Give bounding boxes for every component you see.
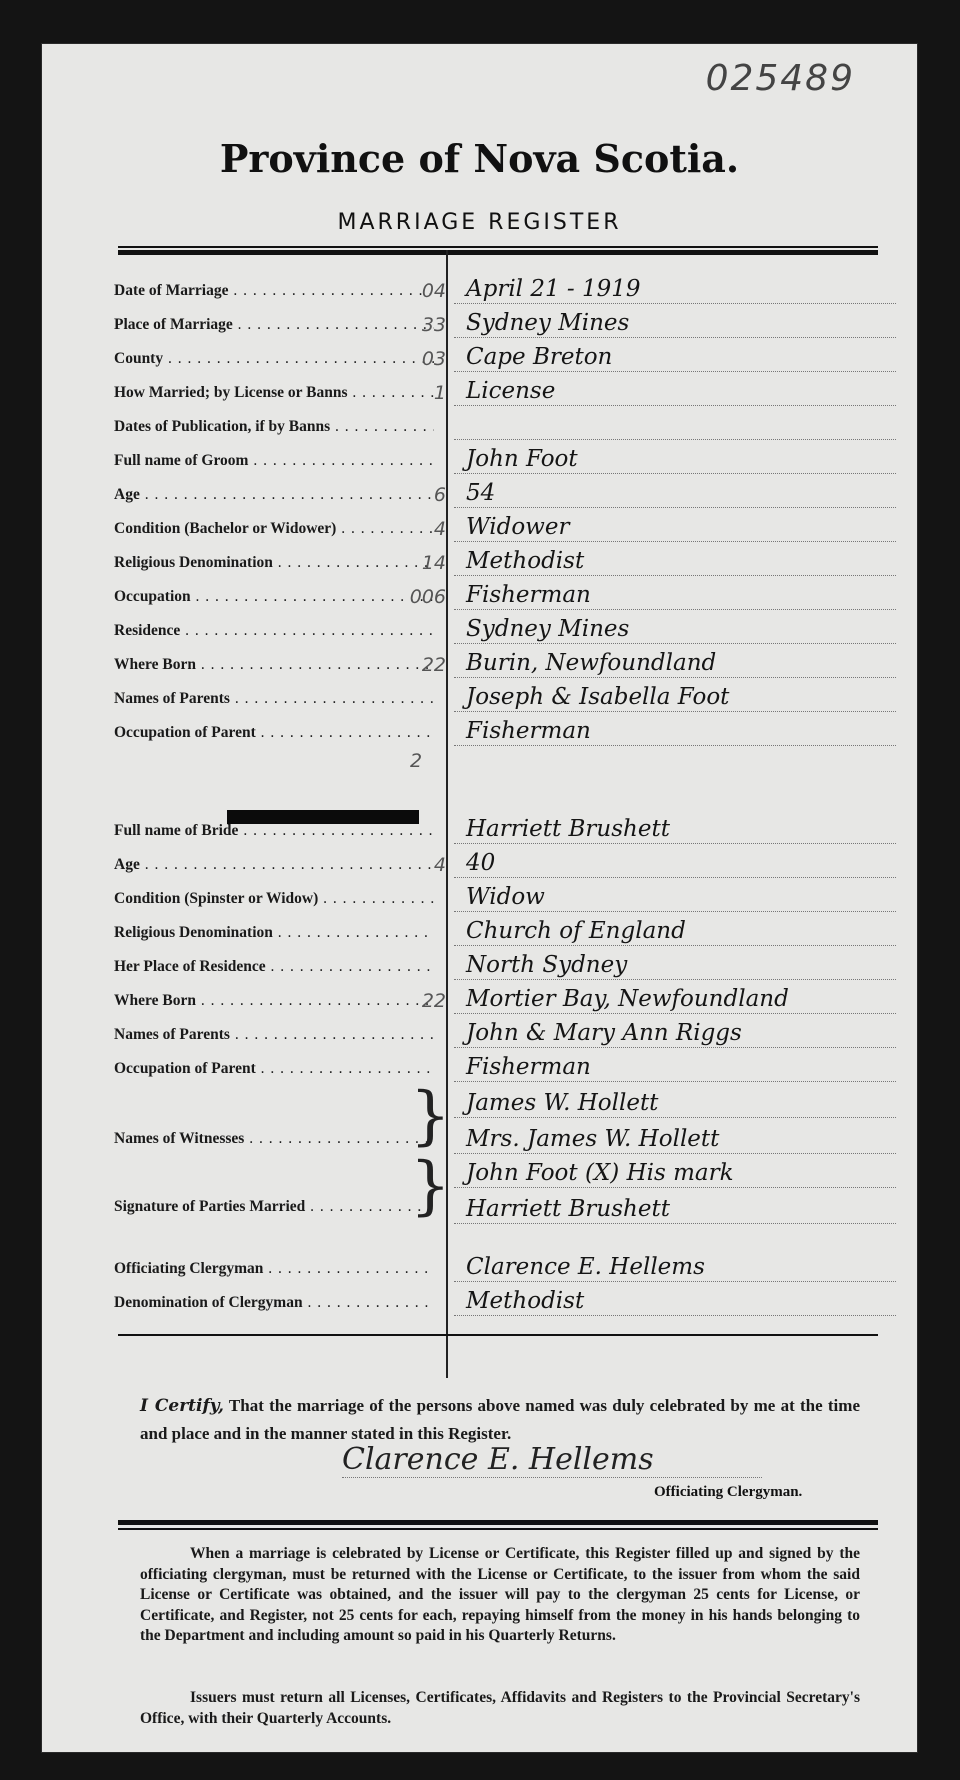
field-value: Fisherman [454, 717, 896, 746]
field-bride-parents [114, 1018, 884, 1048]
separator-code: 2 [410, 750, 423, 772]
field-value: James W. Hollett [454, 1089, 896, 1118]
field-how-married [114, 376, 884, 406]
field-label: Full name of Bride . . . [114, 822, 434, 840]
signature-bride [114, 1194, 884, 1224]
field-label: Age . . . [114, 856, 434, 874]
field-code: 03 [421, 348, 446, 370]
signatures-brace: } [410, 1149, 451, 1223]
field-value: Cape Breton [454, 343, 896, 372]
field-code: 006 [409, 586, 446, 608]
field-label: Occupation of Parent . . . [114, 724, 434, 742]
field-value: Joseph & Isabella Foot [454, 683, 896, 712]
field-value: Methodist [454, 1287, 896, 1316]
field-value: North Sydney [454, 951, 896, 980]
field-groom-age [114, 478, 884, 508]
field-value: License [454, 377, 896, 406]
header-rule-thin [118, 246, 878, 248]
field-label: Officiating Clergyman . . . [114, 1260, 434, 1278]
field-code: 33 [421, 314, 446, 336]
field-label: Condition (Spinster or Widow) . . . [114, 890, 434, 908]
certification-text [140, 1392, 860, 1447]
footer-rule-thin [118, 1528, 878, 1530]
field-code: 04 [421, 280, 446, 302]
field-groom-name [114, 444, 884, 474]
field-date-of-marriage [114, 274, 884, 304]
field-groom-parents [114, 682, 884, 712]
field-value: Fisherman [454, 1053, 896, 1082]
footer-rule-thick [118, 1520, 878, 1525]
certify-body: That the marriage of the persons above named was duly celebrated by me at the time and place and in the manner stated in this Register. [140, 1396, 860, 1443]
register-page [42, 44, 917, 1752]
field-label: Religious Denomination . . . [114, 924, 434, 942]
field-value: John Foot (X) His mark [454, 1159, 896, 1188]
field-label: Date of Marriage . . . [114, 282, 434, 300]
field-label: Her Place of Residence . . . [114, 958, 434, 976]
field-value: Mrs. James W. Hollett [454, 1125, 896, 1154]
field-label: Full name of Groom . . . [114, 452, 434, 470]
issuers-note: Issuers must return all Licenses, Certificates, Affidavits and Registers to the Provincial Secretary's Office, with their Quarterly Accounts. [140, 1689, 860, 1727]
field-groom-residence [114, 614, 884, 644]
field-code: 14 [421, 552, 446, 574]
field-label: Occupation . . . [114, 588, 434, 606]
field-label: Denomination of Clergyman . . . [114, 1294, 434, 1312]
field-label: How Married; by License or Banns . . . [114, 384, 434, 402]
field-label: Where Born . . . [114, 992, 434, 1010]
field-label: Names of Parents . . . [114, 1026, 434, 1044]
field-bride-where-born [114, 984, 884, 1014]
field-value: 54 [454, 479, 896, 508]
field-value: Methodist [454, 547, 896, 576]
field-value: Widow [454, 883, 896, 912]
return-notice: When a marriage is celebrated by License or Certificate, this Register filled up and signed by the officiating clergyman, must be returned with the License or Certificate, to the issuer from whom the said License or Certificate was obtained, and the issuer will pay to the clergyman 25 cents for License, or Certificate, and Register, not 25 cents for each, repaying himself from the money in his hands belonging to the Department and including amount so paid in his Quarterly Returns. [140, 1545, 860, 1644]
field-place-of-marriage [114, 308, 884, 338]
field-groom-religion [114, 546, 884, 576]
field-value: Widower [454, 513, 896, 542]
field-value [454, 411, 896, 440]
field-value: April 21 - 1919 [454, 275, 896, 304]
field-value: Fisherman [454, 581, 896, 610]
field-label: Religious Denomination . . . [114, 554, 434, 572]
field-groom-condition [114, 512, 884, 542]
field-county [114, 342, 884, 372]
witness-1 [114, 1088, 884, 1118]
field-code: 4 [433, 854, 446, 876]
header-rule-thick [118, 250, 878, 255]
field-groom-where-born [114, 648, 884, 678]
field-groom-occupation [114, 580, 884, 610]
field-label: Occupation of Parent . . . [114, 1060, 434, 1078]
witness-2 [114, 1124, 884, 1154]
field-value: Church of England [454, 917, 896, 946]
field-label: Signature of Parties Married . . . [114, 1198, 434, 1216]
field-code: 22 [421, 990, 446, 1012]
field-value: Clarence E. Hellems [454, 1253, 896, 1282]
field-label: Residence . . . [114, 622, 434, 640]
page-subtitle: MARRIAGE REGISTER [337, 210, 622, 235]
field-clergy-denomination [114, 1286, 884, 1316]
field-code: 6 [433, 484, 446, 506]
field-officiating-clergyman [114, 1252, 884, 1282]
field-bride-residence [114, 950, 884, 980]
field-label: Dates of Publication, if by Banns . . . [114, 418, 434, 436]
field-groom-parent-occupation [114, 716, 884, 746]
field-label: Age . . . [114, 486, 434, 504]
page-title: Province of Nova Scotia. [219, 136, 740, 181]
field-label: Where Born . . . [114, 656, 434, 674]
field-code: 1 [433, 382, 446, 404]
field-value: John Foot [454, 445, 896, 474]
field-code: 22 [421, 654, 446, 676]
field-bride-name [114, 814, 884, 844]
officiating-role: Officiating Clergyman. [654, 1484, 803, 1500]
field-bride-parent-occupation [114, 1052, 884, 1082]
document-number: 025489 [705, 58, 855, 99]
field-label: Names of Witnesses . . . [114, 1130, 434, 1148]
witnesses-brace: } [410, 1079, 451, 1153]
field-value: 40 [454, 849, 896, 878]
field-label: Names of Parents . . . [114, 690, 434, 708]
field-value: Sydney Mines [454, 615, 896, 644]
field-label: Place of Marriage . . . [114, 316, 434, 334]
field-value: Mortier Bay, Newfoundland [454, 985, 896, 1014]
clergyman-signature: Clarence E. Hellems [342, 1442, 762, 1478]
certify-lead: I Certify, [140, 1396, 224, 1416]
signature-groom [114, 1158, 884, 1188]
field-bride-religion [114, 916, 884, 946]
field-label: County . . . [114, 350, 434, 368]
field-code: 4 [433, 518, 446, 540]
field-bride-condition [114, 882, 884, 912]
field-value: John & Mary Ann Riggs [454, 1019, 896, 1048]
field-label: Condition (Bachelor or Widower) . . . [114, 520, 434, 538]
field-bride-age [114, 848, 884, 878]
field-value: Sydney Mines [454, 309, 896, 338]
field-value: Harriett Brushett [454, 815, 896, 844]
field-dates-of-publication [114, 410, 884, 440]
section-rule [118, 1334, 878, 1336]
field-value: Harriett Brushett [454, 1195, 896, 1224]
field-value: Burin, Newfoundland [454, 649, 896, 678]
